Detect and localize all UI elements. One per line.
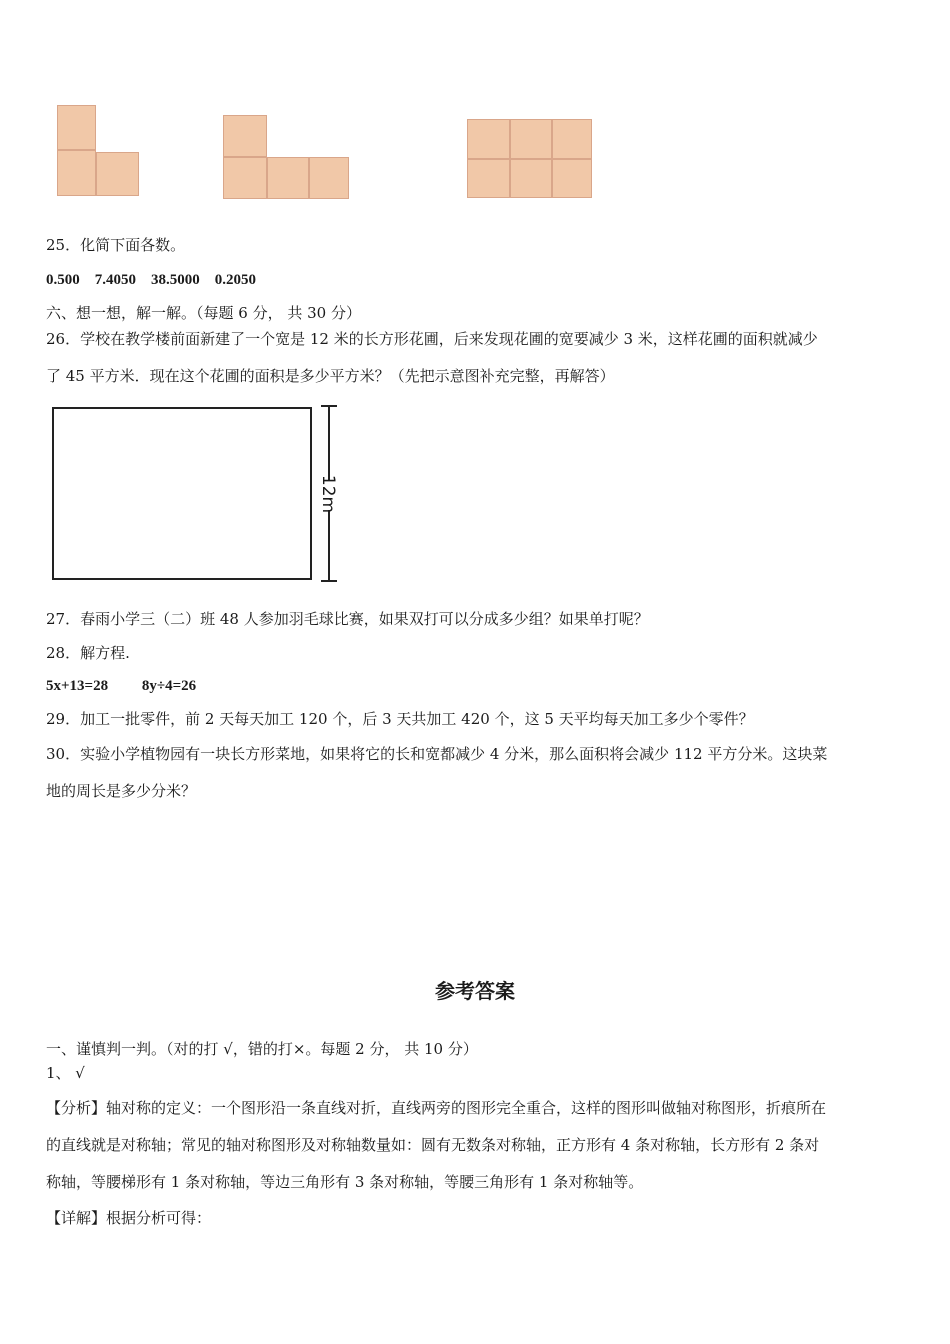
question-28: 28．解方程. (46, 644, 130, 662)
square-tile (510, 119, 552, 159)
question-26-line-2: 了 45 平方米．现在这个花圃的面积是多少平方米？（先把示意图补充完整，再解答） (46, 367, 615, 385)
analysis-line-1: 【分析】轴对称的定义：一个图形沿一条直线对折，直线两旁的图形完全重合，这样的图形叫做轴对称图形，折痕所在 (46, 1099, 827, 1117)
question-30-line-1: 30．实验小学植物园有一块长方形菜地，如果将它的长和宽都减少 4 分米，那么面积将会减少 112 平方分米。这块菜 (46, 745, 828, 763)
square-tile (57, 105, 96, 150)
question-26-line-1: 26．学校在教学楼前面新建了一个宽是 12 米的长方形花圃，后来发现花圃的宽要减少 3 米，这样花圃的面积就减少 (46, 330, 818, 348)
question-27: 27．春雨小学三（二）班 48 人参加羽毛球比赛，如果双打可以分成多少组？如果单打呢？ (46, 610, 649, 628)
question-30-line-2: 地的周长是多少分米？ (46, 782, 197, 800)
answer-1: 1、 √ (46, 1064, 85, 1082)
detail-line: 【详解】根据分析可得： (46, 1209, 212, 1227)
square-tile (96, 152, 139, 196)
question-25: 25．化简下面各数。 (46, 236, 186, 254)
question-28-equations: 5x+13=28 8y÷4=26 (46, 678, 197, 694)
square-tile (309, 157, 349, 199)
section-6-heading: 六、想一想，解一解。（每题 6 分， 共 30 分） (46, 304, 361, 322)
dimension-label: 12m (318, 474, 338, 514)
answers-section-1: 一、谨慎判一判。（对的打 √，错的打×。每题 2 分， 共 10 分） (46, 1040, 478, 1058)
square-tile (552, 159, 592, 198)
square-tile (223, 115, 267, 157)
garden-rectangle (53, 408, 311, 579)
square-tile (467, 159, 510, 198)
question-25-numbers: 0.500 7.4050 38.5000 0.2050 (46, 272, 256, 288)
answers-title: 参考答案 (435, 979, 515, 1003)
square-tile (510, 159, 552, 198)
analysis-line-3: 称轴，等腰梯形有 1 条对称轴，等边三角形有 3 条对称轴，等腰三角形有 1 条对称轴等。 (46, 1173, 644, 1191)
analysis-line-2: 的直线就是对称轴；常见的轴对称图形及对称轴数量如：圆有无数条对称轴，正方形有 4 条对称轴，长方形有 2 条对 (46, 1136, 820, 1154)
square-tile (552, 119, 592, 159)
square-tile (223, 157, 267, 199)
square-tile (267, 157, 309, 199)
question-29: 29．加工一批零件，前 2 天每天加工 120 个，后 3 天共加工 420 个，这 5 天平均每天加工多少个零件？ (46, 710, 754, 728)
square-tile (467, 119, 510, 159)
square-tile (57, 150, 96, 196)
